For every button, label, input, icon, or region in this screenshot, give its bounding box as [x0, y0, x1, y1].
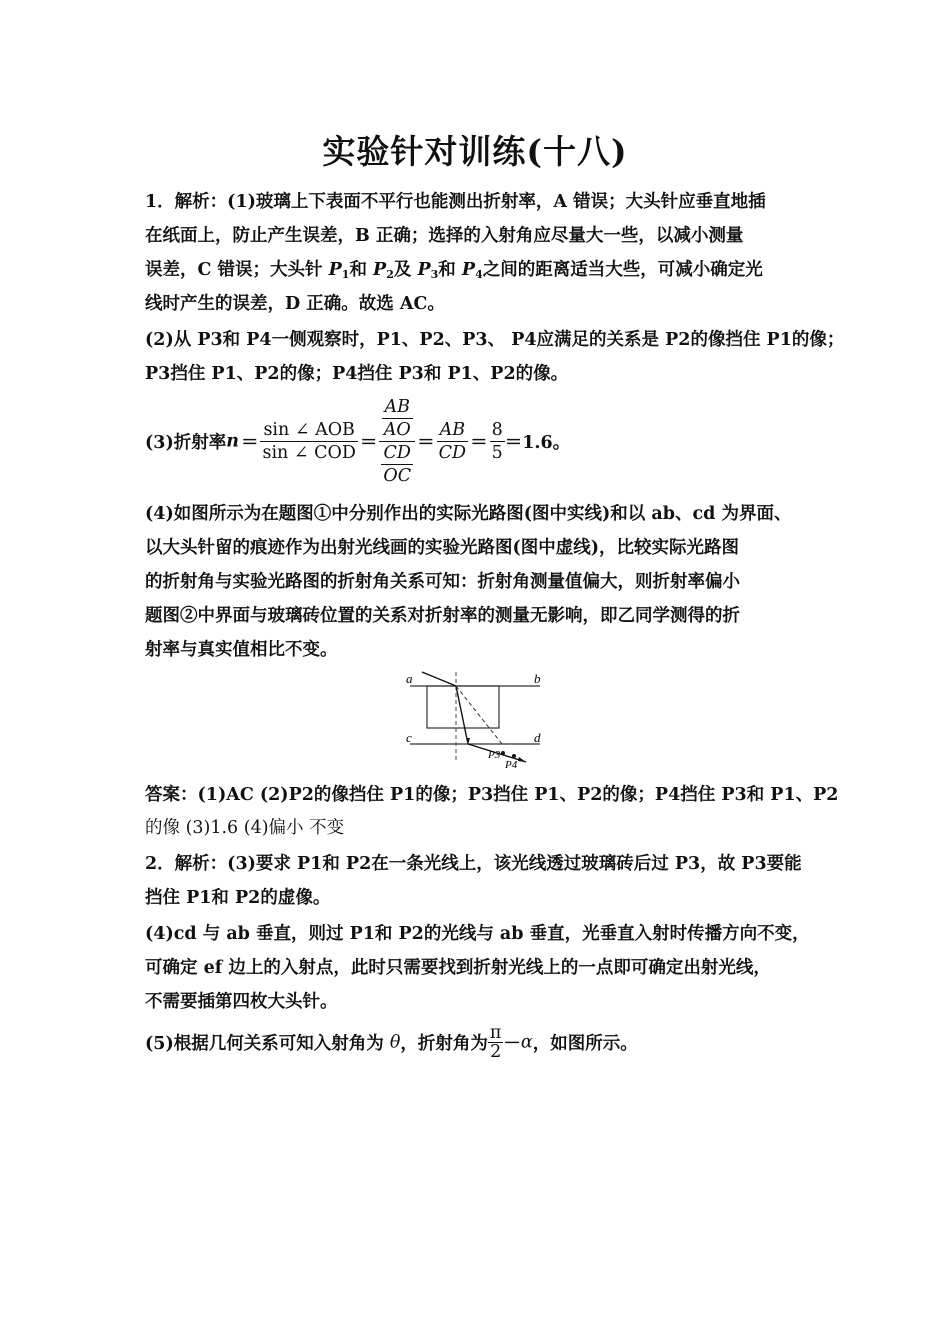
label-p3: P3 [488, 749, 501, 761]
answer-line-1: 答案：(1)AC (2)P2的像挡住 P1的像；P3挡住 P1、P2的像；P4挡住 P3和 P1、P2 [145, 785, 839, 805]
refraction-formula: (3)折射率n ＝ $\frac{\text{sin ∠ AOB}}{\text{sin ∠ COD}}$ ＝ $\frac{\frac{AB}{AO}}{\frac{CD}{OC}}$ ＝ $\frac{AB}{CD}$ ＝ $\frac{8}{5}$ ＝1.6。 [145, 397, 571, 486]
label-a: a [406, 671, 413, 686]
q1-line-4: 线时产生的误差，D 正确。故选 AC。 [145, 294, 445, 314]
compound-denominator [379, 442, 415, 487]
incident-ray [422, 672, 456, 686]
q1-part4-line-1: (4)如图所示为在题图①中分别作出的实际光路图(图中实线)和以 ab、cd 为界面、 [145, 504, 792, 524]
minus: － [503, 1034, 521, 1054]
q1-line-1: 1．解析：(1)玻璃上下表面不平行也能测出折射率，A 错误；大头针应垂直地插 [145, 192, 766, 212]
refracted-ray-actual [456, 686, 468, 744]
q1-line-2: 在纸面上，防止产生误差，B 正确；选择的入射角应尽量大一些，以减小测量 [145, 226, 744, 246]
q1-part4-line-2: 以大头针留的痕迹作为出射光线画的实验光路图(图中虚线)，比较实际光路图 [145, 538, 740, 558]
q1-part4-line-4: 题图②中界面与玻璃砖位置的关系对折射率的测量无影响，即乙同学测得的折 [145, 606, 740, 626]
answer-line-2: 的像 (3)1.6 (4)偏小 不变 [145, 818, 345, 838]
two: 2 [490, 1042, 502, 1062]
formula-result: ＝1.6。 [504, 433, 571, 453]
q2-part5-b: ，折射角为 [400, 1034, 488, 1054]
pi-over-two [488, 1024, 504, 1061]
light-path-figure [400, 668, 550, 774]
eight-fifths [490, 419, 505, 464]
q2-part5-d: ，如图所示。 [532, 1034, 638, 1054]
pi: π [489, 1023, 502, 1043]
q1-line-3b: 之间的距离适当大些，可减小确定光 [482, 260, 763, 280]
oc-label: OC [383, 466, 412, 486]
q1-part2-line-2: P3挡住 P1、P2的像；P4挡住 P3和 P1、P2的像。 [145, 364, 569, 384]
label-b: b [534, 671, 541, 686]
ao-label: AO [383, 420, 411, 440]
pin-p3 [501, 751, 505, 755]
formula-n: n [226, 431, 239, 452]
q1-part4-line-3: 的折射角与实验光路图的折射角关系可知：折射角测量值偏大，则折射率偏小 [145, 572, 740, 592]
formula-prefix: (3)折射率 [145, 433, 227, 453]
q2-part4-line-3: 不需要插第四枚大头针。 [145, 992, 338, 1012]
q1-part2-line-1: (2)从 P3和 P4一侧观察时，P1、P2、P3、 P4应满足的关系是 P2的像挡住 P1的像； [145, 330, 845, 350]
ab-label: AB [384, 397, 411, 417]
sin-fraction [260, 419, 357, 464]
page-title: 实验针对训练(十八) [322, 132, 628, 171]
alpha: α [520, 1032, 533, 1053]
eight: 8 [491, 420, 503, 440]
q1-line-3: 误差，C 错误；大头针 $P_1$和 $P_2$及 $P_3$和 $P_4$之间的距离适当大些，可减小确定光 [145, 260, 763, 281]
label-c: c [406, 730, 412, 745]
cd-label: CD [383, 443, 411, 463]
sin-cod: sin ∠ COD [262, 443, 356, 463]
q1-part4-line-5: 射率与真实值相比不变。 [145, 640, 338, 660]
q2-part4-line-1: (4)cd 与 ab 垂直，则过 P1和 P2的光线与 ab 垂直，光垂直入射时传播方向不变， [145, 924, 810, 944]
pin-p4 [512, 754, 516, 758]
cd-label-2: CD [438, 443, 467, 463]
label-d: d [534, 730, 541, 745]
ab-cd-fraction [437, 419, 468, 464]
q2-line-2: 挡住 P1和 P2的虚像。 [145, 888, 331, 908]
ab-label-2: AB [439, 420, 466, 440]
five: 5 [491, 443, 503, 463]
sin-aob: sin ∠ AOB [260, 419, 357, 442]
arrow-out [518, 757, 526, 762]
q2-line-1: 2．解析：(3)要求 P1和 P2在一条光线上，该光线透过玻璃砖后过 P3，故 P3要能 [145, 854, 802, 874]
q2-part5-line [145, 1024, 638, 1061]
compound-fraction [379, 396, 415, 487]
q1-line-3a: 误差，C 错误；大头针 [145, 260, 329, 280]
q2-part4-line-2: 可确定 ef 边上的入射点，此时只需要找到折射光线上的一点即可确定出射光线， [145, 958, 771, 978]
compound-numerator [379, 396, 415, 442]
refracted-ray-experimental [456, 686, 502, 744]
q2-part5-a: (5)根据几何关系可知入射角为 [145, 1034, 390, 1054]
label-p4: P4 [505, 759, 518, 771]
theta: θ [389, 1032, 401, 1053]
